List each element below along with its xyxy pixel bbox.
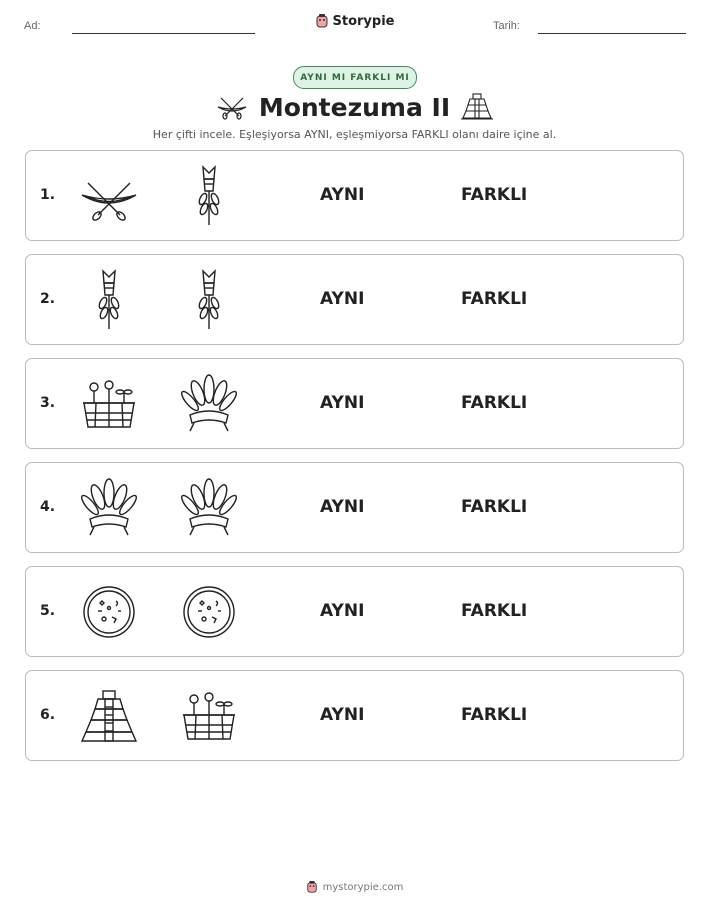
question-number: 6. <box>40 707 56 723</box>
canoe-icon <box>215 94 249 120</box>
question-number: 1. <box>40 187 56 203</box>
footer-url[interactable]: mystorypie.com <box>322 881 404 893</box>
question-row <box>25 670 684 761</box>
pyramid-icon <box>78 685 140 747</box>
name-line[interactable] <box>72 33 255 34</box>
question-row <box>25 254 684 345</box>
question-row <box>25 566 684 657</box>
storypie-mascot-icon <box>315 13 329 29</box>
planter-icon <box>78 373 140 435</box>
brand-logo <box>0 13 709 29</box>
pyramid-icon <box>460 92 494 122</box>
storypie-mascot-icon <box>306 880 318 894</box>
footer <box>0 880 709 894</box>
headdress-icon <box>78 477 140 539</box>
canoe-icon <box>78 165 140 227</box>
calendar-stone-icon <box>178 581 240 643</box>
headdress-icon <box>178 477 240 539</box>
worksheet-type-badge: AYNI MI FARKLI MI <box>293 66 417 89</box>
same-option[interactable]: AYNI <box>320 185 365 205</box>
page-title: Montezuma II <box>258 92 451 122</box>
different-option[interactable]: FARKLI <box>461 393 528 413</box>
date-line[interactable] <box>538 33 686 34</box>
question-row <box>25 150 684 241</box>
instructions: Her çifti incele. Eşleşiyorsa AYNI, eşleşmiyorsa FARKLI olanı daire içine al. <box>152 128 557 141</box>
different-option[interactable]: FARKLI <box>461 705 528 725</box>
same-option[interactable]: AYNI <box>320 705 365 725</box>
brand-name: Storypie <box>332 13 395 29</box>
name-label: Ad: <box>24 20 41 32</box>
title-row <box>0 90 709 124</box>
torch-icon <box>178 165 240 227</box>
different-option[interactable]: FARKLI <box>461 185 528 205</box>
question-number: 2. <box>40 291 56 307</box>
different-option[interactable]: FARKLI <box>461 497 528 517</box>
calendar-stone-icon <box>78 581 140 643</box>
same-option[interactable]: AYNI <box>320 497 365 517</box>
same-option[interactable]: AYNI <box>320 289 365 309</box>
same-option[interactable]: AYNI <box>320 601 365 621</box>
torch-icon <box>78 269 140 331</box>
same-option[interactable]: AYNI <box>320 393 365 413</box>
different-option[interactable]: FARKLI <box>461 289 528 309</box>
different-option[interactable]: FARKLI <box>461 601 528 621</box>
question-row <box>25 462 684 553</box>
question-number: 3. <box>40 395 56 411</box>
question-number: 5. <box>40 603 56 619</box>
headdress-icon <box>178 373 240 435</box>
torch-icon <box>178 269 240 331</box>
date-label: Tarih: <box>493 20 520 32</box>
question-number: 4. <box>40 499 56 515</box>
planter-icon <box>178 685 240 747</box>
question-row <box>25 358 684 449</box>
